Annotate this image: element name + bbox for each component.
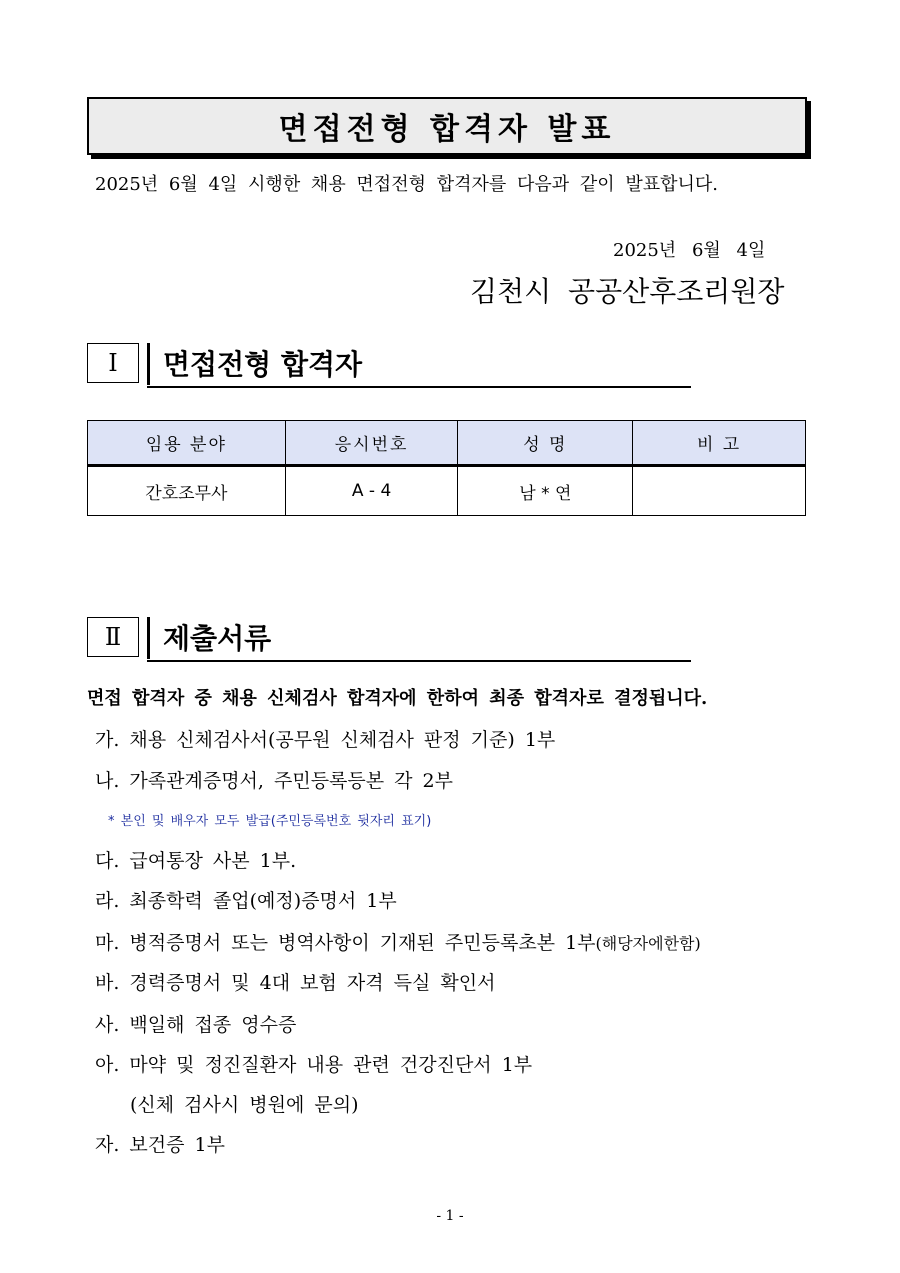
document-item-ba: 바. 경력증명서 및 4대 보험 자격 득실 확인서 [95,972,496,994]
page-number: - 1 - [436,1208,464,1224]
document-item-ma-suffix: (해당자에한함) [595,934,701,953]
header-remarks: 비 고 [633,421,806,466]
passers-table [87,420,806,516]
intro-text: 2025년 6월 4일 시행한 채용 면접전형 합격자를 다음과 같이 발표합니다. [95,174,719,195]
document-item-ja: 자. 보건증 1부 [95,1134,225,1156]
date-month: 6월 [691,240,721,261]
section-2-header [87,617,691,661]
document-item-sa: 사. 백일해 접종 영수증 [95,1014,297,1036]
header-position: 임용 분야 [88,421,286,466]
page-title: 면접전형 합격자 발표 [278,112,616,147]
document-item-ra: 라. 최종학력 졸업(예정)증명서 1부 [95,890,397,912]
section-1-header [87,343,691,387]
title-box [87,97,807,155]
section-divider [147,617,150,659]
document-item-na: 나. 가족관계증명서, 주민등록등본 각 2부 [95,770,453,792]
lead-text: 면접 합격자 중 채용 신체검사 합격자에 한하여 최종 합격자로 결정됩니다. [87,688,708,709]
document-item-ma-text: 마. 병적증명서 또는 병역사항이 기재된 주민등록초본 1부 [95,932,596,954]
date-year: 2025년 [613,240,677,261]
section-1-title: 면접전형 합격자 [163,348,363,381]
section-2-title: 제출서류 [163,622,272,655]
section-divider [147,343,150,385]
section-2-number: Ⅱ [87,617,139,657]
announcement-date [613,236,775,262]
organization-name: 김천시 공공산후조리원장 [470,275,785,308]
document-note: * 본인 및 배우자 모두 발급(주민등록번호 뒷자리 표기) [108,814,432,829]
table-header-row [88,421,806,466]
cell-name: 남 * 연 [458,466,633,516]
date-day: 4일 [736,240,766,261]
section-underline [147,660,691,662]
section-underline [147,386,691,388]
document-item-ma [95,928,701,955]
document-item-ga: 가. 채용 신체검사서(공무원 신체검사 판정 기준) 1부 [95,729,556,751]
document-item-a: 아. 마약 및 정진질환자 내용 관련 건강진단서 1부 [95,1054,533,1076]
table-row [88,466,806,516]
cell-exam-number: A - 4 [285,466,458,516]
section-1-number: Ⅰ [87,343,139,383]
cell-position: 간호조무사 [88,466,286,516]
header-exam-number: 응시번호 [285,421,458,466]
document-item-a-continuation: (신체 검사시 병원에 문의) [130,1094,359,1116]
header-name: 성 명 [458,421,633,466]
cell-remarks [633,466,806,516]
document-item-da: 다. 급여통장 사본 1부. [95,850,297,872]
